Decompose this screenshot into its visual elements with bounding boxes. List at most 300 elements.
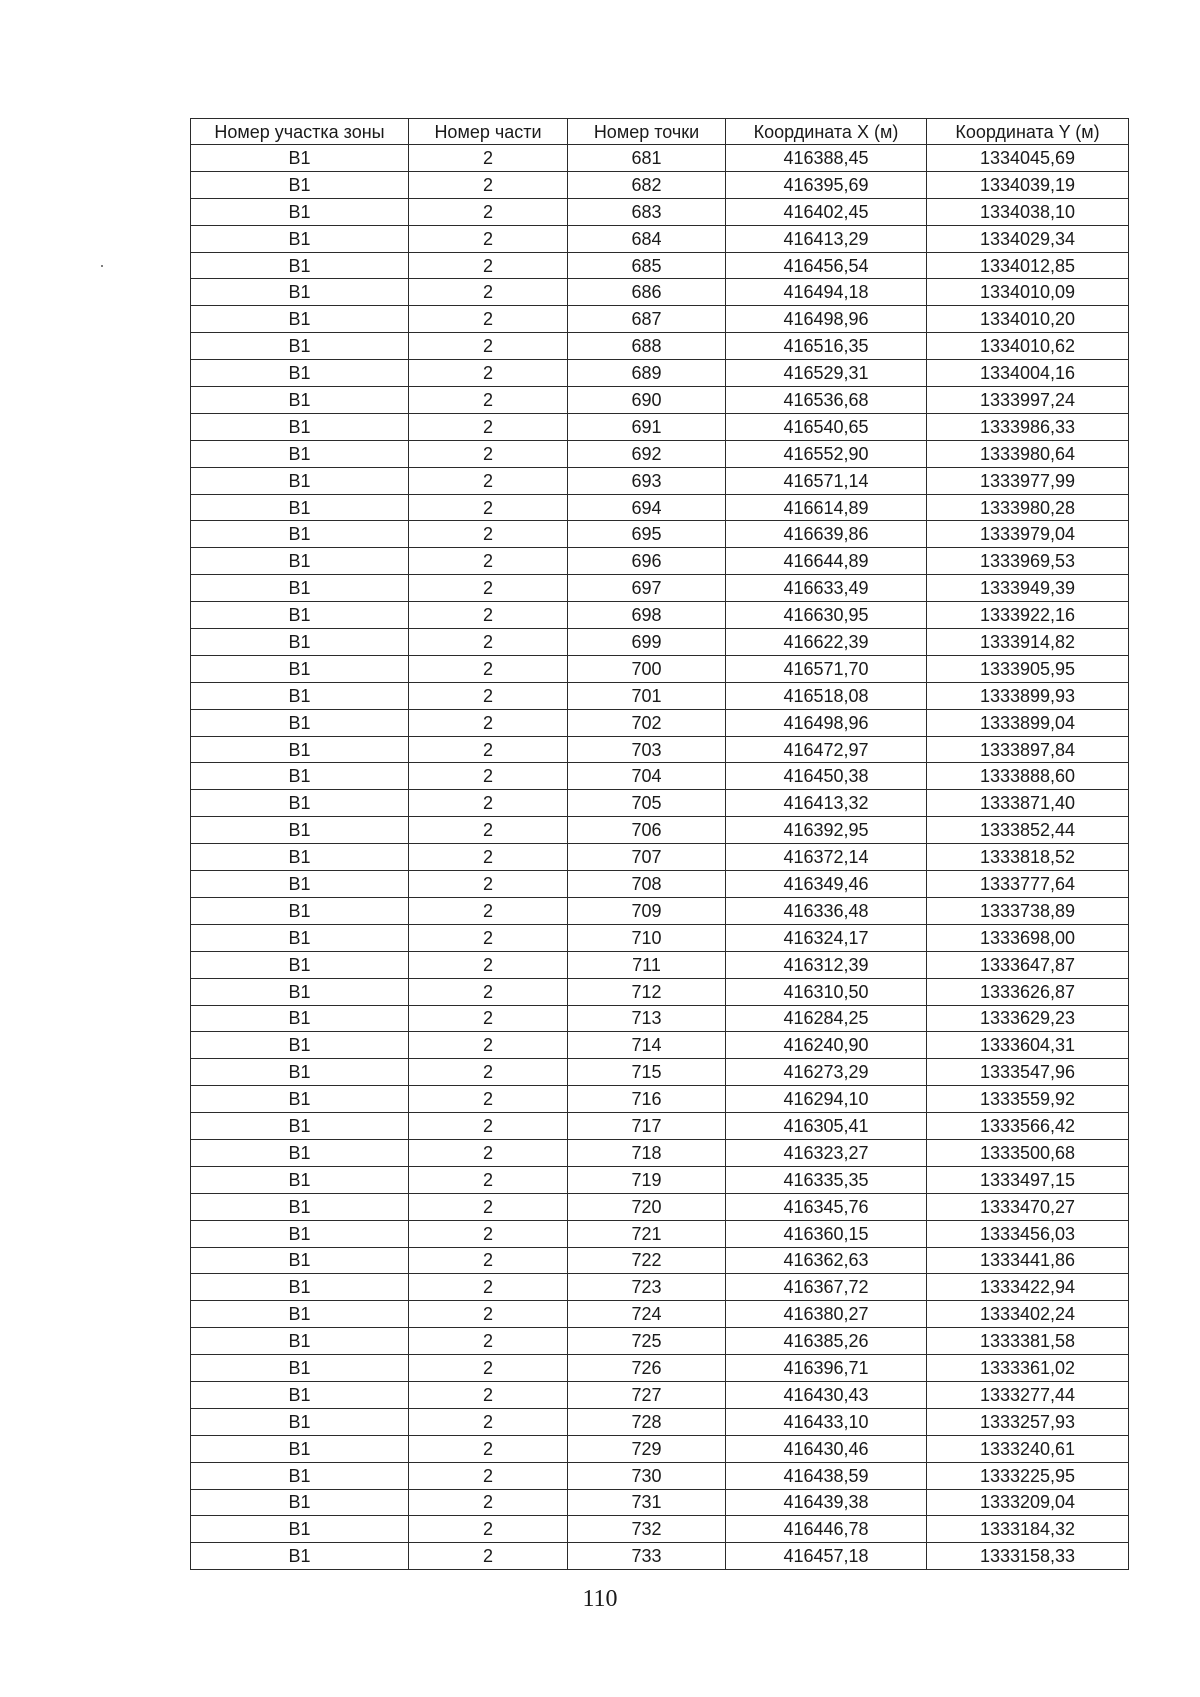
cell-part: 2 [409, 1489, 568, 1516]
cell-part: 2 [409, 1059, 568, 1086]
cell-zone-plot: В1 [191, 1489, 409, 1516]
table-row [191, 844, 1129, 871]
cell-point: 693 [568, 467, 726, 494]
cell-x: 416360,15 [726, 1220, 927, 1247]
cell-point: 694 [568, 494, 726, 521]
cell-part: 2 [409, 602, 568, 629]
cell-zone-plot: В1 [191, 521, 409, 548]
cell-x: 416385,26 [726, 1328, 927, 1355]
cell-y: 1333277,44 [927, 1381, 1129, 1408]
cell-part: 2 [409, 817, 568, 844]
table-row [191, 198, 1129, 225]
cell-point: 699 [568, 629, 726, 656]
cell-point: 730 [568, 1462, 726, 1489]
table-row [191, 1113, 1129, 1140]
cell-y: 1333500,68 [927, 1139, 1129, 1166]
cell-x: 416367,72 [726, 1274, 927, 1301]
cell-part: 2 [409, 1139, 568, 1166]
cell-part: 2 [409, 548, 568, 575]
cell-x: 416446,78 [726, 1516, 927, 1543]
cell-x: 416540,65 [726, 413, 927, 440]
cell-x: 416529,31 [726, 360, 927, 387]
cell-part: 2 [409, 790, 568, 817]
cell-zone-plot: В1 [191, 682, 409, 709]
cell-part: 2 [409, 1328, 568, 1355]
cell-x: 416430,46 [726, 1435, 927, 1462]
cell-y: 1333899,04 [927, 709, 1129, 736]
cell-y: 1333698,00 [927, 924, 1129, 951]
table-row [191, 1328, 1129, 1355]
cell-y: 1333899,93 [927, 682, 1129, 709]
table-row [191, 655, 1129, 682]
cell-point: 717 [568, 1113, 726, 1140]
page-number: 110 [582, 1586, 618, 1612]
cell-y: 1333986,33 [927, 413, 1129, 440]
scan-speck [101, 265, 103, 267]
cell-y: 1333980,64 [927, 440, 1129, 467]
cell-zone-plot: В1 [191, 252, 409, 279]
cell-x: 416324,17 [726, 924, 927, 951]
header-coordinate-y: Координата Y (м) [927, 119, 1129, 145]
header-row [191, 119, 1129, 145]
cell-point: 687 [568, 306, 726, 333]
cell-point: 705 [568, 790, 726, 817]
cell-part: 2 [409, 1301, 568, 1328]
table-row [191, 1462, 1129, 1489]
cell-point: 726 [568, 1355, 726, 1382]
cell-zone-plot: В1 [191, 1301, 409, 1328]
cell-point: 688 [568, 333, 726, 360]
cell-zone-plot: В1 [191, 494, 409, 521]
cell-y: 1333897,84 [927, 736, 1129, 763]
cell-x: 416349,46 [726, 871, 927, 898]
cell-x: 416630,95 [726, 602, 927, 629]
cell-x: 416413,29 [726, 225, 927, 252]
cell-zone-plot: В1 [191, 1435, 409, 1462]
cell-y: 1333977,99 [927, 467, 1129, 494]
cell-y: 1333818,52 [927, 844, 1129, 871]
table-row [191, 279, 1129, 306]
cell-point: 725 [568, 1328, 726, 1355]
cell-zone-plot: В1 [191, 602, 409, 629]
cell-zone-plot: В1 [191, 225, 409, 252]
cell-part: 2 [409, 1086, 568, 1113]
cell-zone-plot: В1 [191, 145, 409, 172]
cell-x: 416516,35 [726, 333, 927, 360]
cell-zone-plot: В1 [191, 306, 409, 333]
cell-x: 416312,39 [726, 951, 927, 978]
table-row [191, 467, 1129, 494]
cell-point: 721 [568, 1220, 726, 1247]
cell-x: 416644,89 [726, 548, 927, 575]
cell-x: 416396,71 [726, 1355, 927, 1382]
cell-x: 416498,96 [726, 709, 927, 736]
cell-y: 1333497,15 [927, 1166, 1129, 1193]
cell-part: 2 [409, 1381, 568, 1408]
cell-y: 1333209,04 [927, 1489, 1129, 1516]
table-row [191, 1489, 1129, 1516]
cell-point: 723 [568, 1274, 726, 1301]
table-row [191, 817, 1129, 844]
cell-part: 2 [409, 575, 568, 602]
cell-part: 2 [409, 1032, 568, 1059]
table-row [191, 1247, 1129, 1274]
header-point-number: Номер точки [568, 119, 726, 145]
cell-x: 416622,39 [726, 629, 927, 656]
cell-x: 416345,76 [726, 1193, 927, 1220]
cell-part: 2 [409, 871, 568, 898]
cell-part: 2 [409, 1247, 568, 1274]
table-row [191, 951, 1129, 978]
cell-x: 416395,69 [726, 171, 927, 198]
cell-y: 1333626,87 [927, 978, 1129, 1005]
cell-point: 684 [568, 225, 726, 252]
cell-x: 416392,95 [726, 817, 927, 844]
table-row [191, 440, 1129, 467]
cell-point: 706 [568, 817, 726, 844]
cell-point: 708 [568, 871, 726, 898]
cell-y: 1333949,39 [927, 575, 1129, 602]
cell-x: 416450,38 [726, 763, 927, 790]
cell-zone-plot: В1 [191, 978, 409, 1005]
cell-x: 416571,70 [726, 655, 927, 682]
cell-zone-plot: В1 [191, 844, 409, 871]
cell-x: 416614,89 [726, 494, 927, 521]
cell-x: 416494,18 [726, 279, 927, 306]
cell-point: 701 [568, 682, 726, 709]
cell-y: 1333777,64 [927, 871, 1129, 898]
cell-part: 2 [409, 629, 568, 656]
cell-zone-plot: В1 [191, 1355, 409, 1382]
cell-zone-plot: В1 [191, 387, 409, 414]
cell-zone-plot: В1 [191, 1086, 409, 1113]
table-row [191, 1005, 1129, 1032]
cell-point: 707 [568, 844, 726, 871]
cell-zone-plot: В1 [191, 1166, 409, 1193]
table-row [191, 1274, 1129, 1301]
table-row [191, 1059, 1129, 1086]
cell-part: 2 [409, 145, 568, 172]
cell-zone-plot: В1 [191, 575, 409, 602]
cell-x: 416310,50 [726, 978, 927, 1005]
cell-zone-plot: В1 [191, 1032, 409, 1059]
cell-part: 2 [409, 306, 568, 333]
cell-point: 731 [568, 1489, 726, 1516]
cell-zone-plot: В1 [191, 1328, 409, 1355]
cell-part: 2 [409, 440, 568, 467]
cell-part: 2 [409, 198, 568, 225]
cell-zone-plot: В1 [191, 198, 409, 225]
cell-y: 1334010,62 [927, 333, 1129, 360]
cell-zone-plot: В1 [191, 1139, 409, 1166]
cell-x: 416402,45 [726, 198, 927, 225]
cell-zone-plot: В1 [191, 279, 409, 306]
cell-part: 2 [409, 897, 568, 924]
cell-part: 2 [409, 1220, 568, 1247]
cell-x: 416372,14 [726, 844, 927, 871]
table-row [191, 575, 1129, 602]
cell-y: 1333738,89 [927, 897, 1129, 924]
cell-y: 1333997,24 [927, 387, 1129, 414]
table-row [191, 1166, 1129, 1193]
cell-zone-plot: В1 [191, 817, 409, 844]
cell-y: 1334029,34 [927, 225, 1129, 252]
cell-point: 729 [568, 1435, 726, 1462]
cell-zone-plot: В1 [191, 1408, 409, 1435]
cell-point: 700 [568, 655, 726, 682]
cell-point: 697 [568, 575, 726, 602]
cell-zone-plot: В1 [191, 1543, 409, 1570]
cell-zone-plot: В1 [191, 548, 409, 575]
table-row [191, 682, 1129, 709]
cell-y: 1334045,69 [927, 145, 1129, 172]
cell-y: 1333240,61 [927, 1435, 1129, 1462]
cell-x: 416294,10 [726, 1086, 927, 1113]
cell-part: 2 [409, 682, 568, 709]
cell-point: 689 [568, 360, 726, 387]
cell-zone-plot: В1 [191, 1274, 409, 1301]
cell-part: 2 [409, 951, 568, 978]
cell-zone-plot: В1 [191, 763, 409, 790]
cell-zone-plot: В1 [191, 1113, 409, 1140]
table-row [191, 387, 1129, 414]
table-row [191, 1193, 1129, 1220]
cell-part: 2 [409, 1516, 568, 1543]
cell-y: 1333871,40 [927, 790, 1129, 817]
table-row [191, 333, 1129, 360]
cell-y: 1333158,33 [927, 1543, 1129, 1570]
cell-zone-plot: В1 [191, 413, 409, 440]
cell-y: 1333647,87 [927, 951, 1129, 978]
cell-point: 714 [568, 1032, 726, 1059]
cell-x: 416633,49 [726, 575, 927, 602]
cell-x: 416571,14 [726, 467, 927, 494]
cell-part: 2 [409, 521, 568, 548]
cell-part: 2 [409, 1462, 568, 1489]
cell-zone-plot: В1 [191, 1005, 409, 1032]
cell-y: 1333922,16 [927, 602, 1129, 629]
table-row [191, 1086, 1129, 1113]
cell-y: 1333441,86 [927, 1247, 1129, 1274]
cell-y: 1333402,24 [927, 1301, 1129, 1328]
cell-zone-plot: В1 [191, 467, 409, 494]
cell-point: 728 [568, 1408, 726, 1435]
table-row [191, 1543, 1129, 1570]
table-row [191, 629, 1129, 656]
cell-point: 686 [568, 279, 726, 306]
cell-point: 702 [568, 709, 726, 736]
cell-y: 1334010,20 [927, 306, 1129, 333]
cell-point: 683 [568, 198, 726, 225]
table-row [191, 924, 1129, 951]
cell-y: 1334038,10 [927, 198, 1129, 225]
cell-y: 1333422,94 [927, 1274, 1129, 1301]
cell-point: 719 [568, 1166, 726, 1193]
cell-y: 1333905,95 [927, 655, 1129, 682]
cell-part: 2 [409, 924, 568, 951]
table-row [191, 1139, 1129, 1166]
cell-zone-plot: В1 [191, 924, 409, 951]
cell-y: 1334010,09 [927, 279, 1129, 306]
cell-x: 416457,18 [726, 1543, 927, 1570]
table-row [191, 225, 1129, 252]
table-row [191, 548, 1129, 575]
cell-point: 690 [568, 387, 726, 414]
table-row [191, 145, 1129, 172]
cell-y: 1333914,82 [927, 629, 1129, 656]
cell-y: 1333888,60 [927, 763, 1129, 790]
cell-point: 718 [568, 1139, 726, 1166]
cell-point: 722 [568, 1247, 726, 1274]
cell-y: 1333470,27 [927, 1193, 1129, 1220]
cell-x: 416438,59 [726, 1462, 927, 1489]
cell-x: 416305,41 [726, 1113, 927, 1140]
cell-zone-plot: В1 [191, 790, 409, 817]
cell-part: 2 [409, 171, 568, 198]
table-row [191, 1355, 1129, 1382]
cell-part: 2 [409, 360, 568, 387]
cell-point: 703 [568, 736, 726, 763]
cell-part: 2 [409, 1005, 568, 1032]
table-row [191, 1301, 1129, 1328]
table-header [191, 119, 1129, 145]
table-row [191, 978, 1129, 1005]
table-row [191, 252, 1129, 279]
cell-part: 2 [409, 494, 568, 521]
cell-x: 416639,86 [726, 521, 927, 548]
cell-part: 2 [409, 763, 568, 790]
cell-x: 416439,38 [726, 1489, 927, 1516]
table-row [191, 494, 1129, 521]
cell-zone-plot: В1 [191, 1462, 409, 1489]
cell-part: 2 [409, 225, 568, 252]
cell-point: 727 [568, 1381, 726, 1408]
cell-zone-plot: В1 [191, 951, 409, 978]
cell-x: 416335,35 [726, 1166, 927, 1193]
cell-x: 416536,68 [726, 387, 927, 414]
cell-zone-plot: В1 [191, 897, 409, 924]
cell-part: 2 [409, 978, 568, 1005]
cell-x: 416323,27 [726, 1139, 927, 1166]
header-coordinate-x: Координата X (м) [726, 119, 927, 145]
cell-y: 1333559,92 [927, 1086, 1129, 1113]
cell-point: 713 [568, 1005, 726, 1032]
cell-point: 711 [568, 951, 726, 978]
cell-x: 416498,96 [726, 306, 927, 333]
cell-zone-plot: В1 [191, 360, 409, 387]
header-part-number: Номер части [409, 119, 568, 145]
cell-y: 1334012,85 [927, 252, 1129, 279]
table-row [191, 1516, 1129, 1543]
cell-x: 416430,43 [726, 1381, 927, 1408]
cell-point: 732 [568, 1516, 726, 1543]
cell-y: 1333852,44 [927, 817, 1129, 844]
cell-x: 416518,08 [726, 682, 927, 709]
cell-x: 416413,32 [726, 790, 927, 817]
cell-point: 692 [568, 440, 726, 467]
table-row [191, 171, 1129, 198]
cell-point: 691 [568, 413, 726, 440]
cell-zone-plot: В1 [191, 1193, 409, 1220]
table-row [191, 1220, 1129, 1247]
cell-part: 2 [409, 413, 568, 440]
cell-zone-plot: В1 [191, 333, 409, 360]
cell-y: 1333566,42 [927, 1113, 1129, 1140]
cell-point: 720 [568, 1193, 726, 1220]
cell-part: 2 [409, 1274, 568, 1301]
table-row [191, 790, 1129, 817]
cell-part: 2 [409, 1408, 568, 1435]
table-row [191, 897, 1129, 924]
cell-zone-plot: В1 [191, 871, 409, 898]
cell-x: 416273,29 [726, 1059, 927, 1086]
cell-part: 2 [409, 1435, 568, 1462]
cell-zone-plot: В1 [191, 440, 409, 467]
table-body [191, 145, 1129, 1570]
table-row [191, 360, 1129, 387]
table-row [191, 1381, 1129, 1408]
cell-zone-plot: В1 [191, 736, 409, 763]
cell-zone-plot: В1 [191, 709, 409, 736]
cell-part: 2 [409, 1166, 568, 1193]
cell-zone-plot: В1 [191, 629, 409, 656]
cell-part: 2 [409, 333, 568, 360]
cell-point: 696 [568, 548, 726, 575]
cell-x: 416433,10 [726, 1408, 927, 1435]
table-row [191, 736, 1129, 763]
cell-zone-plot: В1 [191, 655, 409, 682]
table-row [191, 709, 1129, 736]
table-row [191, 306, 1129, 333]
cell-y: 1333629,23 [927, 1005, 1129, 1032]
cell-part: 2 [409, 655, 568, 682]
cell-zone-plot: В1 [191, 1059, 409, 1086]
cell-part: 2 [409, 1113, 568, 1140]
cell-y: 1333980,28 [927, 494, 1129, 521]
cell-point: 698 [568, 602, 726, 629]
cell-x: 416552,90 [726, 440, 927, 467]
table-row [191, 521, 1129, 548]
cell-point: 695 [568, 521, 726, 548]
cell-zone-plot: В1 [191, 171, 409, 198]
cell-x: 416284,25 [726, 1005, 927, 1032]
cell-y: 1333225,95 [927, 1462, 1129, 1489]
cell-y: 1333381,58 [927, 1328, 1129, 1355]
coordinates-table [190, 118, 1129, 1570]
table-row [191, 1408, 1129, 1435]
cell-zone-plot: В1 [191, 1247, 409, 1274]
cell-y: 1333979,04 [927, 521, 1129, 548]
cell-x: 416456,54 [726, 252, 927, 279]
cell-point: 716 [568, 1086, 726, 1113]
cell-part: 2 [409, 467, 568, 494]
table-row [191, 1435, 1129, 1462]
cell-point: 709 [568, 897, 726, 924]
cell-point: 704 [568, 763, 726, 790]
cell-x: 416336,48 [726, 897, 927, 924]
header-zone-plot-number: Номер участка зоны [191, 119, 409, 145]
cell-part: 2 [409, 844, 568, 871]
cell-part: 2 [409, 736, 568, 763]
cell-x: 416240,90 [726, 1032, 927, 1059]
cell-part: 2 [409, 252, 568, 279]
cell-point: 724 [568, 1301, 726, 1328]
cell-x: 416388,45 [726, 145, 927, 172]
cell-y: 1333361,02 [927, 1355, 1129, 1382]
cell-y: 1333604,31 [927, 1032, 1129, 1059]
cell-y: 1334004,16 [927, 360, 1129, 387]
cell-part: 2 [409, 1193, 568, 1220]
